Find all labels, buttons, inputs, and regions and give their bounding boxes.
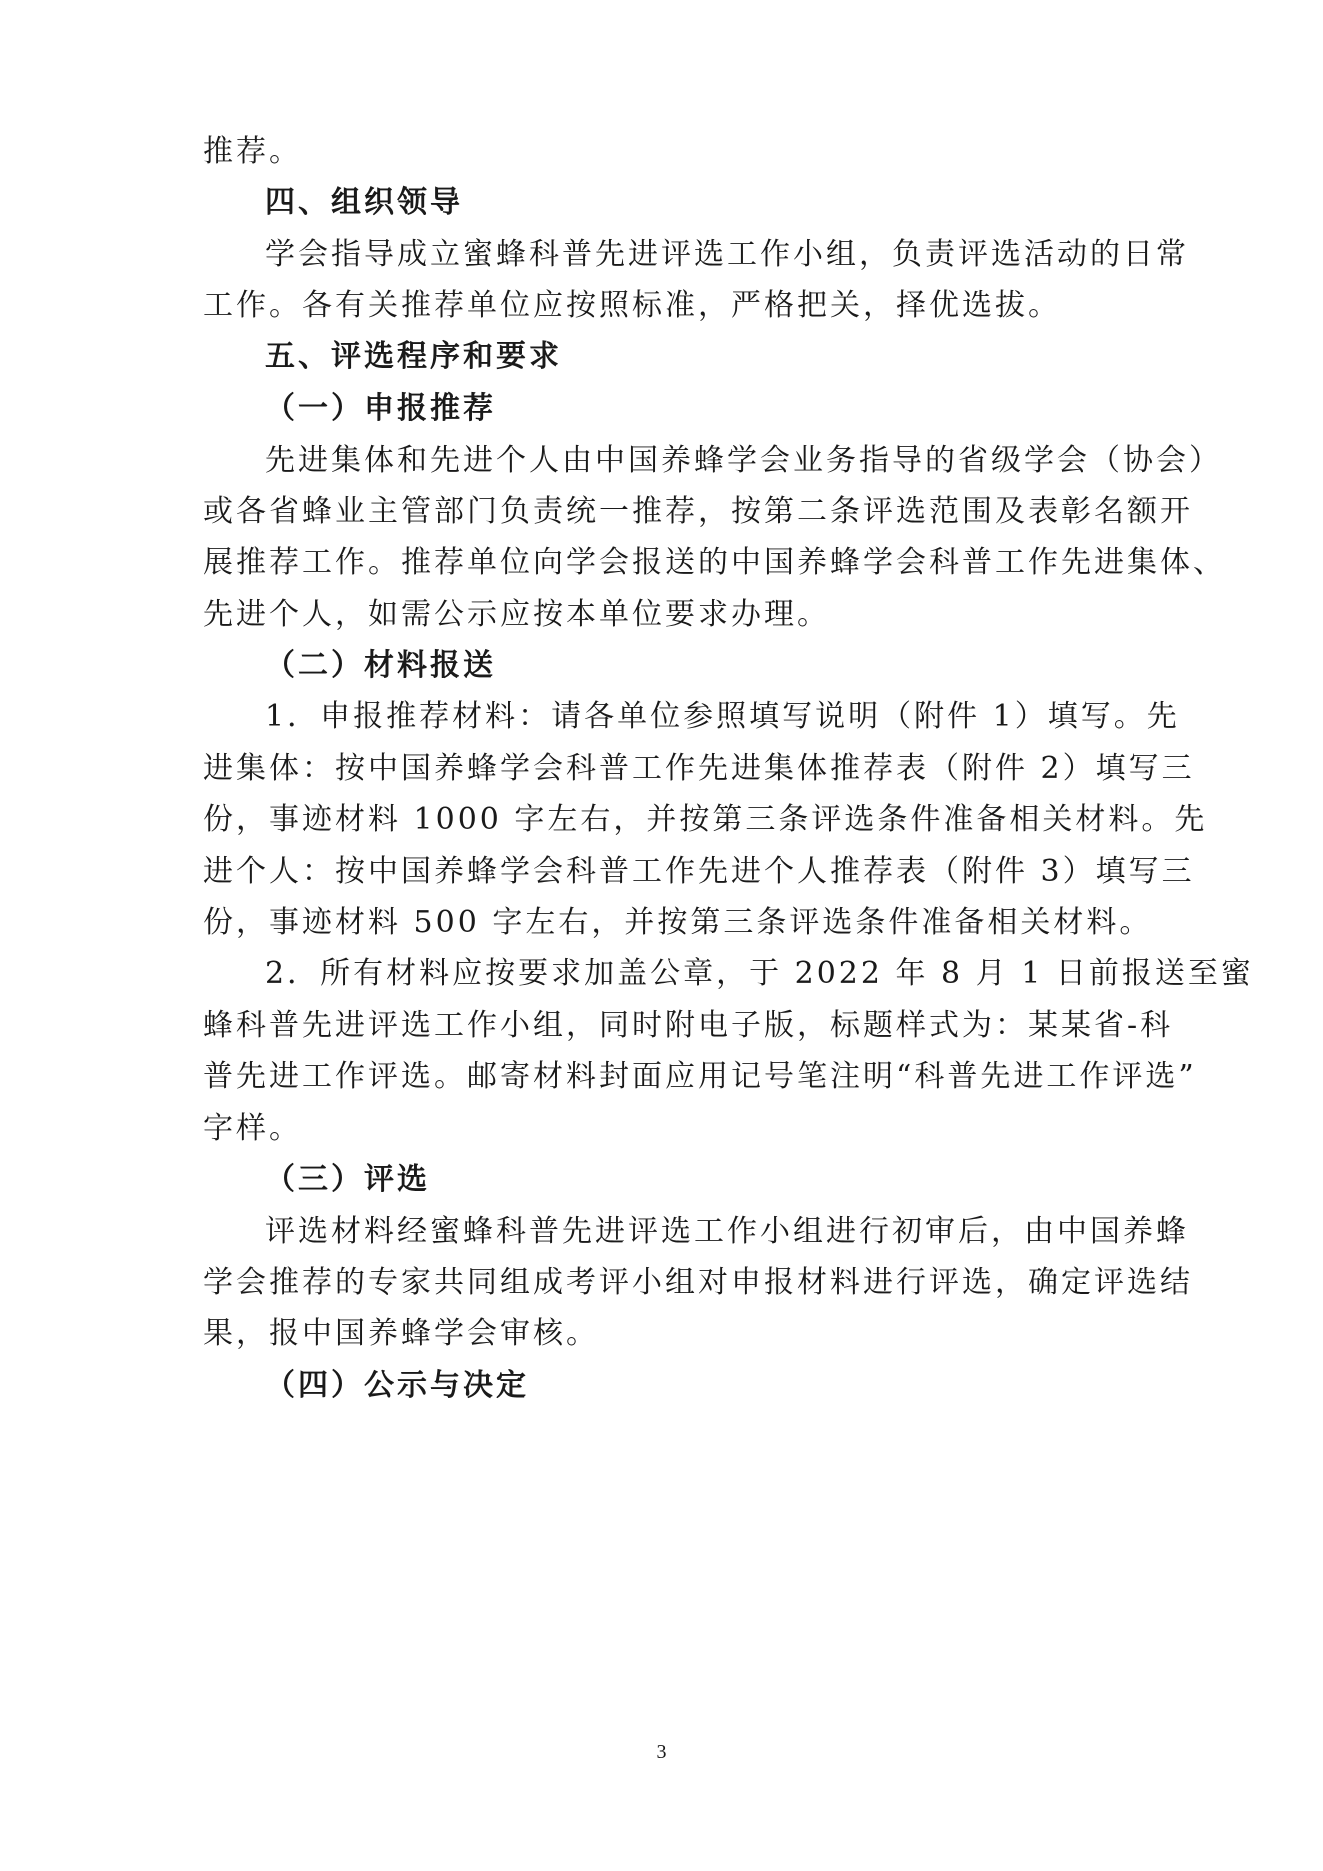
section-heading: 五、评选程序和要求	[265, 339, 562, 374]
body-text-line: 展推荐工作。推荐单位向学会报送的中国养蜂学会科普工作先进集体、	[203, 545, 1226, 580]
section-heading: 四、组织领导	[265, 185, 463, 220]
body-text-line: 工作。各有关推荐单位应按照标准，严格把关，择优选拔。	[203, 288, 1061, 323]
body-text-line: 先进集体和先进个人由中国养蜂学会业务指导的省级学会（协会）	[265, 443, 1222, 478]
subsection-heading: （二）材料报送	[265, 648, 496, 683]
body-text-line: 推荐。	[203, 134, 302, 169]
body-text-line: 字样。	[203, 1111, 302, 1146]
body-text-line: 或各省蜂业主管部门负责统一推荐，按第二条评选范围及表彰名额开	[203, 494, 1193, 529]
body-text-line: 份，事迹材料 500 字左右，并按第三条评选条件准备相关材料。	[203, 905, 1153, 940]
body-text-line: 评选材料经蜜蜂科普先进评选工作小组进行初审后，由中国养蜂	[265, 1214, 1189, 1249]
subsection-heading: （三）评选	[265, 1162, 430, 1197]
body-text-line: 1．申报推荐材料：请各单位参照填写说明（附件 1）填写。先	[265, 699, 1180, 734]
body-text-line: 果，报中国养蜂学会审核。	[203, 1316, 599, 1351]
body-text-line: 学会指导成立蜜蜂科普先进评选工作小组，负责评选活动的日常	[265, 237, 1189, 272]
body-text-line: 2．所有材料应按要求加盖公章，于 2022 年 8 月 1 日前报送至蜜	[265, 956, 1254, 991]
body-text-line: 蜂科普先进评选工作小组，同时附电子版，标题样式为：某某省-科	[203, 1008, 1174, 1043]
body-text-line: 进集体：按中国养蜂学会科普工作先进集体推荐表（附件 2）填写三	[203, 751, 1195, 786]
body-text-line: 进个人：按中国养蜂学会科普工作先进个人推荐表（附件 3）填写三	[203, 854, 1195, 889]
body-text-line: 普先进工作评选。邮寄材料封面应用记号笔注明“科普先进工作评选”	[203, 1059, 1197, 1094]
page-number: 3	[656, 1741, 667, 1763]
subsection-heading: （一）申报推荐	[265, 391, 496, 426]
body-text-line: 学会推荐的专家共同组成考评小组对申报材料进行评选，确定评选结	[203, 1265, 1193, 1300]
subsection-heading: （四）公示与决定	[265, 1368, 529, 1403]
body-text-line: 份，事迹材料 1000 字左右，并按第三条评选条件准备相关材料。先	[203, 802, 1208, 837]
body-text-line: 先进个人，如需公示应按本单位要求办理。	[203, 597, 830, 632]
